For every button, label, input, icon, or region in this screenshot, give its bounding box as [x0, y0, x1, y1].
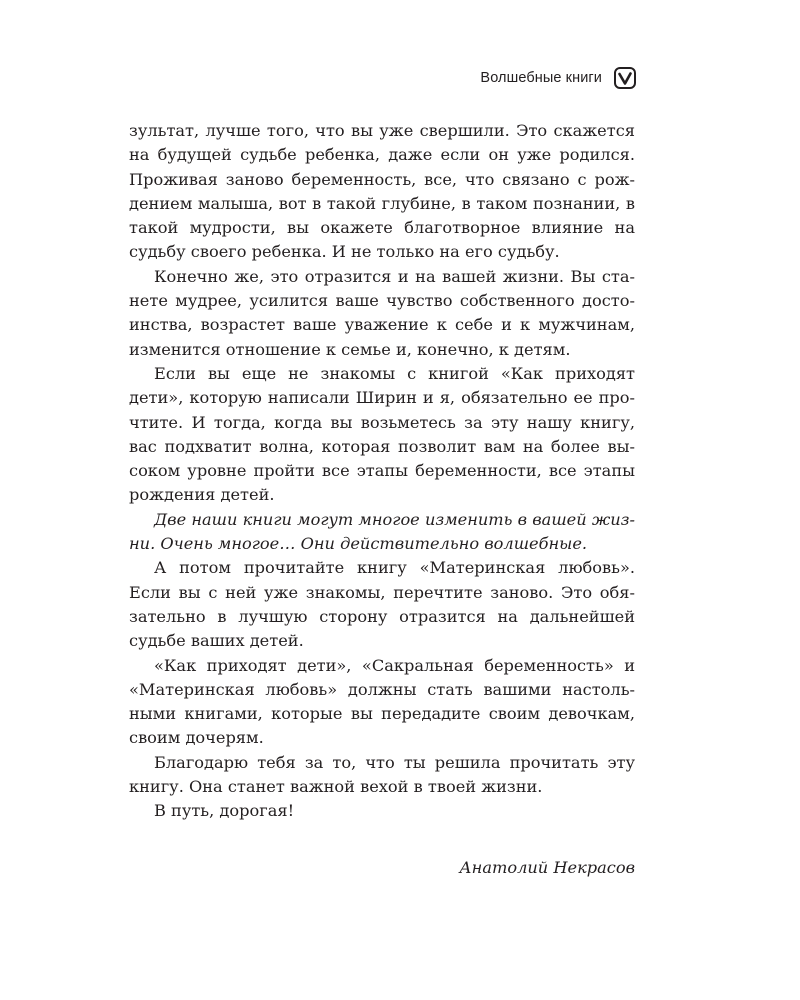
paragraph-5: А потом прочитайте книгу «Материнская любовь». Если вы с ней уже знакомы, перечтите заново. Это обязательно в лучшую сторону отразится на дальнейшей судьбе ваших детей.: [129, 558, 635, 651]
paragraph-4-italic: Две наши книги могут многое изменить в вашей жизни. Очень многое… Они действительно волшебные.: [129, 509, 635, 554]
paragraph-6: «Как приходят дети», «Сакральная беременность» и «Материнская любовь» должны стать вашими настольными книгами, которые вы передадите своим девочкам, своим дочерям.: [129, 655, 635, 748]
paragraph-7: Благодарю тебя за то, что ты решила прочитать эту книгу. Она станет важной вехой в твоей жизни.: [129, 752, 635, 797]
checkmark-logo-icon: [614, 67, 636, 89]
author-signature: Анатолий Некрасов: [459, 858, 635, 877]
paragraph-2: Конечно же, это отразится и на вашей жизни. Вы станете мудрее, усилится ваше чувство собственного достоинства, возрастет ваше уважение к себе и к мужчинам, изменится отношение к семье и, конечно, к детям.: [129, 266, 635, 359]
body-text: [129, 119, 635, 824]
running-head: [0, 64, 636, 92]
paragraph-1: зультат, лучше того, что вы уже свершили. Это скажется на будущей судьбе ребенка, даже если он уже родился. Проживая заново беременность, все, что связано с рождением малыша, вот в такой глубине, в таком познании, в такой мудрости, вы окажете благотворное влияние на судьбу своего ребенка. И не только на его судьбу.: [129, 121, 635, 262]
paragraph-3: Если вы еще не знакомы с книгой «Как приходят дети», которую написали Ширин и я, обязательно ее прочтите. И тогда, когда вы возьметесь за эту нашу книгу, вас подхватит волна, которая позволит вам на более высоком уровне пройти все этапы беременности, все этапы рождения детей.: [129, 363, 635, 505]
running-title: Волшебные книги: [480, 70, 602, 86]
paragraph-8: В путь, дорогая!: [154, 801, 295, 821]
